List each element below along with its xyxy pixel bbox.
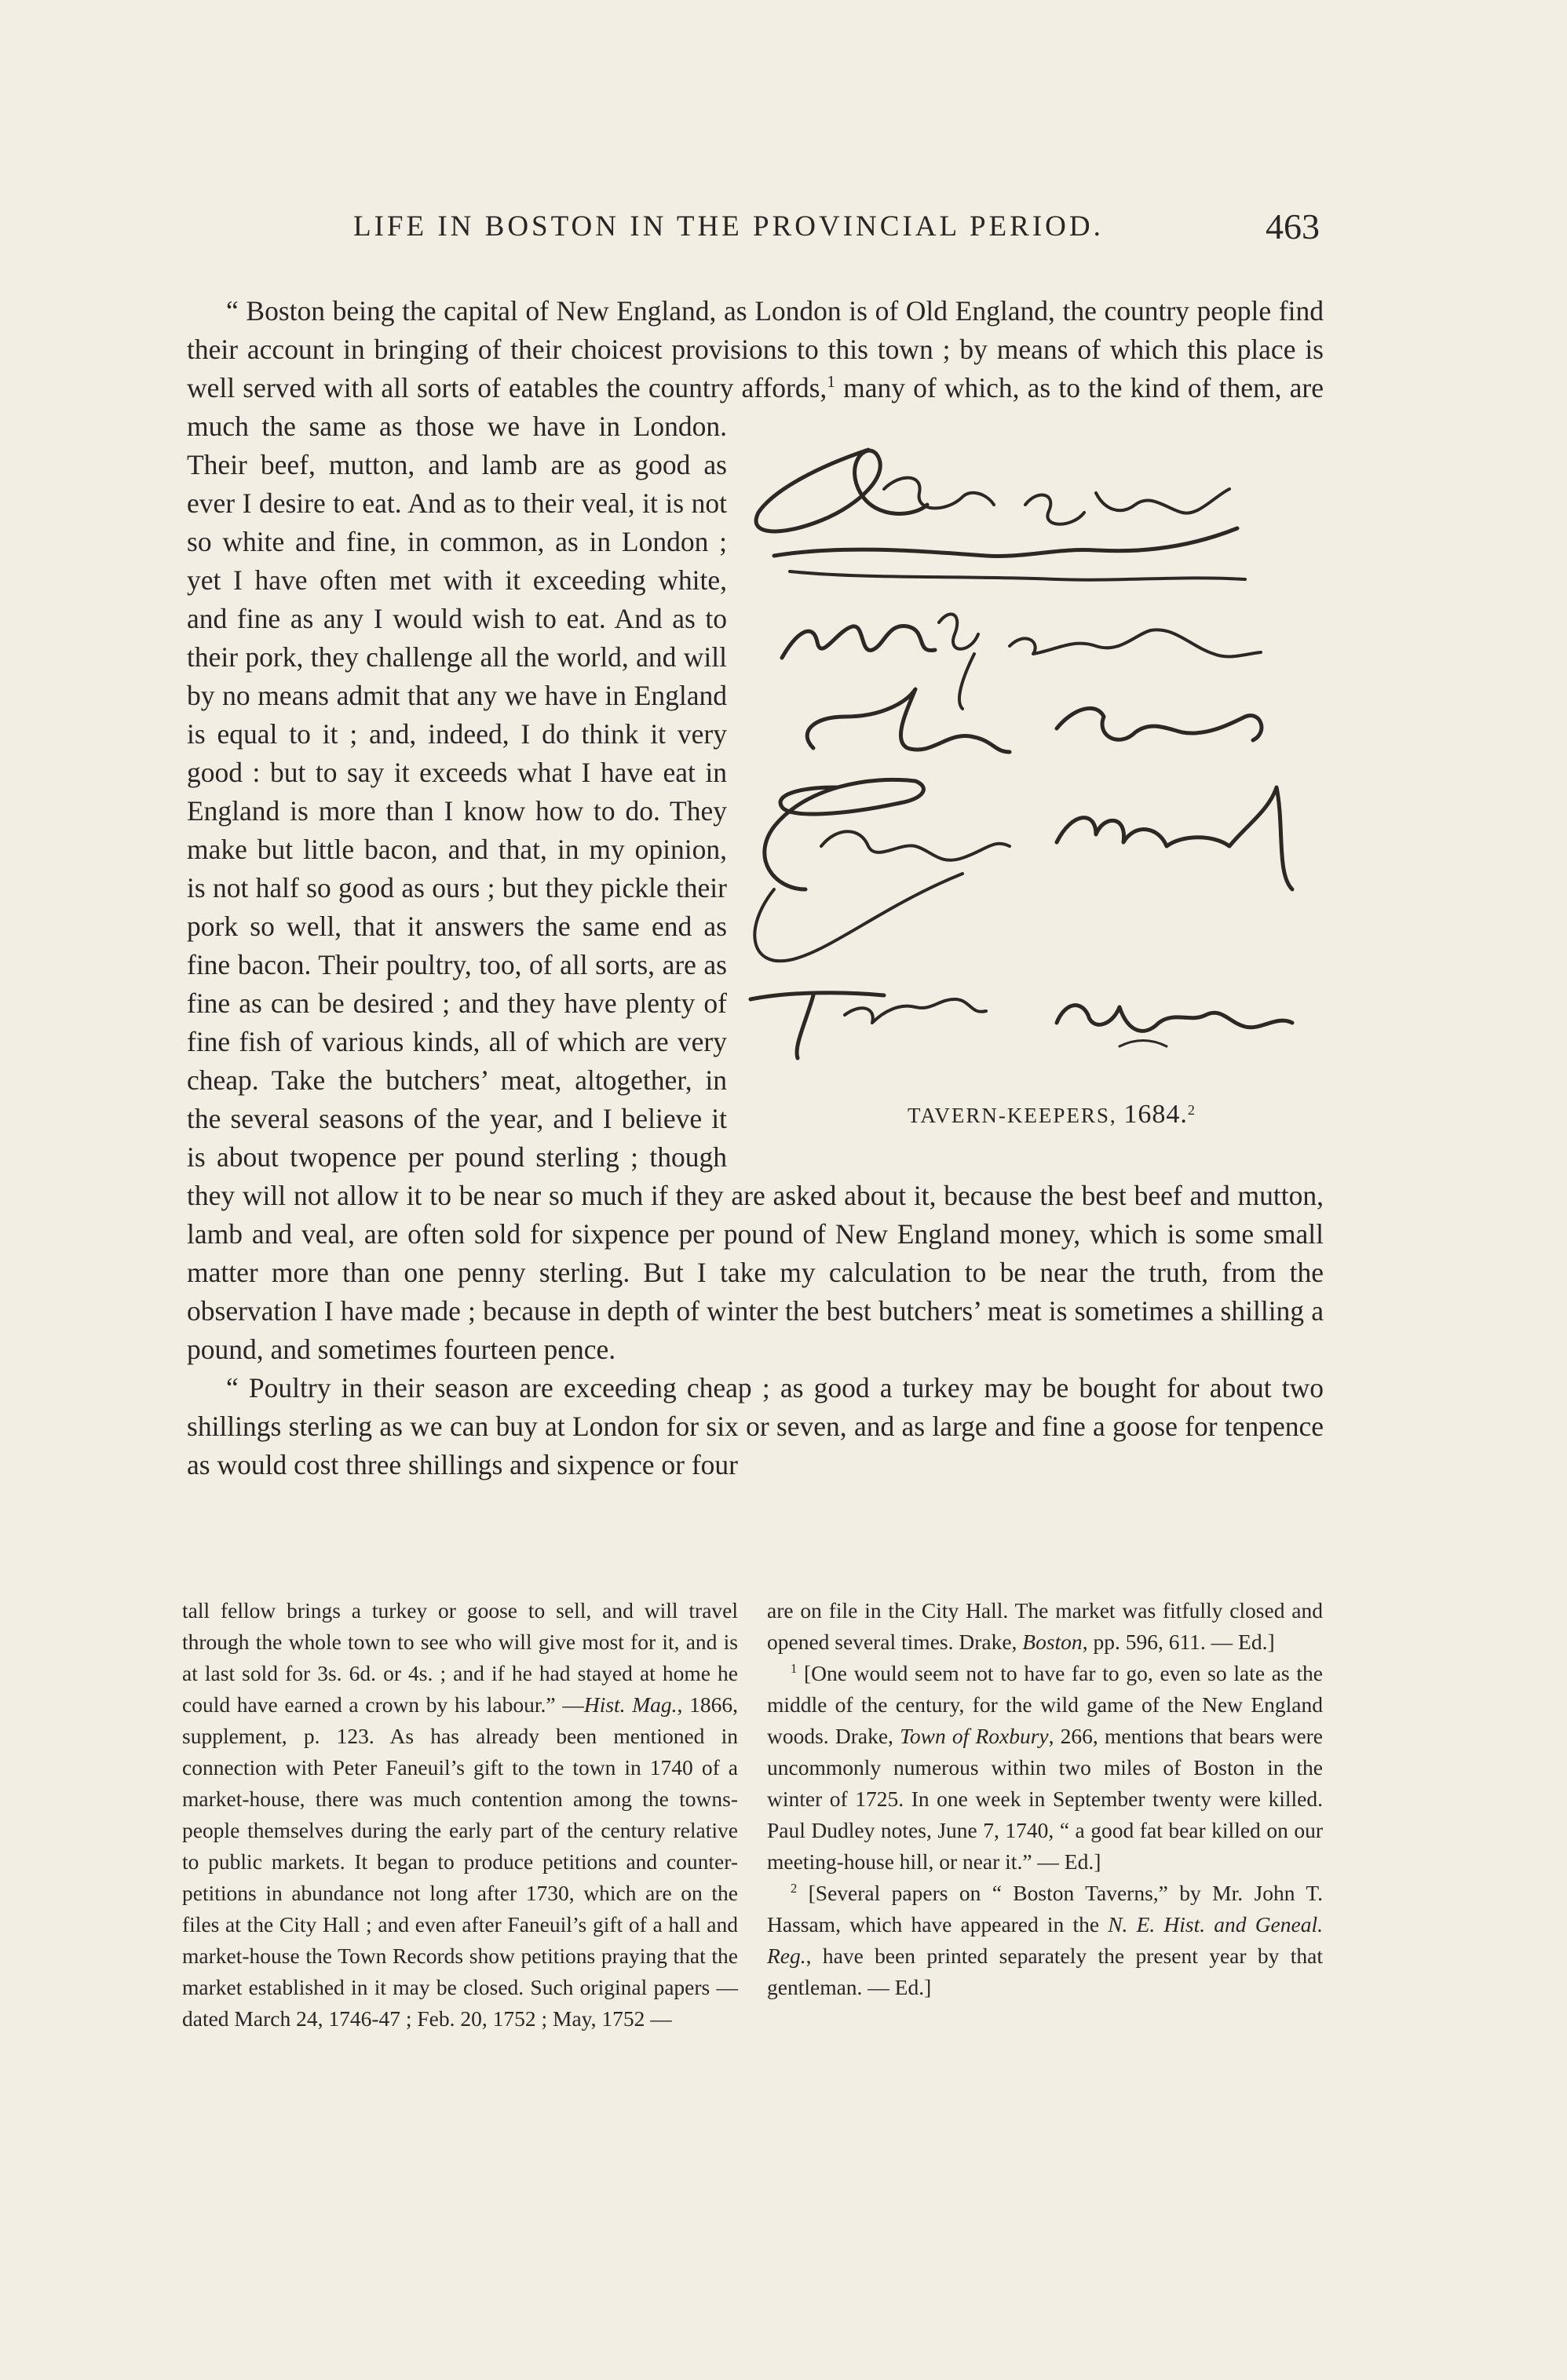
signatures-figure (751, 418, 1324, 1156)
footnote-end-tail: , pp. 596, 611. — Ed.] (1082, 1630, 1275, 1654)
paragraph-1 (187, 292, 1324, 1369)
footnote-1-marker: 1 (791, 1660, 798, 1676)
figure-caption-year: 1684. (1123, 1100, 1188, 1129)
footnote-end-citation: Boston (1022, 1630, 1083, 1654)
paragraph-1-part-a: “ Boston being the capital of New England, as London is of Old England, the country people find their account in bringing of their choicest provisions to this town ; by means of which this place is well served with all sorts of eatables the country affords, (187, 295, 1324, 403)
figure-caption (868, 1095, 1196, 1135)
main-text (187, 292, 1324, 1484)
footnote-continuation-end (767, 1595, 1323, 1658)
footnote-citation: Hist. Mag. (583, 1692, 678, 1717)
page-number: 463 (1266, 206, 1320, 246)
paragraph-2: “ Poultry in their season are exceeding cheap ; as good a turkey may be bought for about two shillings sterling as we can buy at London for six or seven, and as large and fine a goose for tenpence as would cost three shillings and sixpence or four (187, 1372, 1324, 1480)
figure-caption-text: TAVERN-KEEPERS, (908, 1104, 1117, 1127)
footnote-ref-2: 2 (1187, 1102, 1196, 1118)
footnote-2-marker: 2 (791, 1880, 798, 1896)
footnote-1-text-a: [One would seem not to have far to go, even so late as the middle of the century, for the wild game of the New England woods. Drake, (767, 1661, 1323, 1748)
footnote-2-text-a: [Several papers on “ Boston Taverns,” by Mr. John T. Hassam, which have appeared in the (767, 1881, 1323, 1936)
footnote-2-text-b: , have been printed separately the present year by that gentleman. — Ed.] (767, 1944, 1323, 1999)
footnote-2 (767, 1878, 1323, 2003)
footnotes-left-column (182, 1595, 738, 2035)
footnote-1-citation: Town of Roxbury (900, 1724, 1049, 1748)
footnote-ref-1: 1 (827, 372, 835, 392)
signatures-image (727, 418, 1324, 1093)
footnote-continuation (182, 1595, 738, 2035)
footnotes-right-column (767, 1595, 1323, 2003)
footnote-continuation-a: tall fellow brings a turkey or goose to sell, and will travel through the whole town to see who will give most for it, and is at last sold for 3s. 6d. or 4s. ; and if he had stayed at home he could have earned a crown by his labour.” — (182, 1598, 738, 1717)
running-title: LIFE IN BOSTON IN THE PROVINCIAL PERIOD. (353, 210, 1104, 243)
footnote-end-text: are on file in the City Hall. The market was fitfully closed and opened several times. Drake, (767, 1598, 1323, 1654)
footnote-1-text-b: , 266, mentions that bears were uncommonly numerous within two miles of Boston in the winter of 1725. In one week in September twenty were killed. Paul Dudley notes, June 7, 1740, “ a good fat bear killed on our meeting-house hill, or near it.” — Ed.] (767, 1724, 1324, 1874)
footnote-continuation-b: , 1866, supplement, p. 123. As has already been mentioned in connection with Peter Faneuil’s gift to the town in 1740 of a market-house, there was much contention among the towns-people themselves during the early part of the century relative to public markets. It began to produce petitions and counter-petitions in abundance not long after 1730, which are on the files at the City Hall ; and even after Faneuil’s gift of a hall and market-house the Town Records show petitions praying that the market established in it may be closed. Such original papers — dated March 24, 1746-47 ; Feb. 20, 1752 ; May, 1752 — (182, 1692, 739, 2031)
paragraph-1-part-b: many of which, as to the kind of them, are much the same as those we have in London. Their beef, mutton, and lamb are as good as ever I desire to eat. And as to their veal, it is not so white and fine, in common, as in London ; yet I have often met with it exceeding white, and fine as any I would wish to eat. And as to their pork, they challenge all the world, and will by no means admit that any we have in England is equal to it ; and, indeed, I do think it very good : but to say it exceeds what I have eat in England is more than I know how to do. They make but little bacon, and that, in my opinion, is not half so good as ours ; but they pickle their pork so well, that it answers the same end as fine bacon. Their poultry, too, of all sorts, are as fine as can be desired ; and they have plenty of fine fish of various kinds, all of which are very cheap. Take the butchers’ meat, altogether, in the several seasons of the year, and I believe it is about twopence per pound sterling ; though they will not allow it to be near so much if they are asked about it, because the best beef and mutton, lamb and veal, are often sold for sixpence per pound of New England money, which is some small matter more than one penny sterling. But I take my calculation to be near the truth, from the observation I have made ; because in depth of winter the best butchers’ meat is sometimes a shilling a pound, and sometimes fourteen pence. (187, 372, 1324, 1365)
footnote-2-citation: N. E. Hist. and Geneal. Reg. (767, 1912, 1323, 1968)
footnote-1 (767, 1658, 1323, 1878)
